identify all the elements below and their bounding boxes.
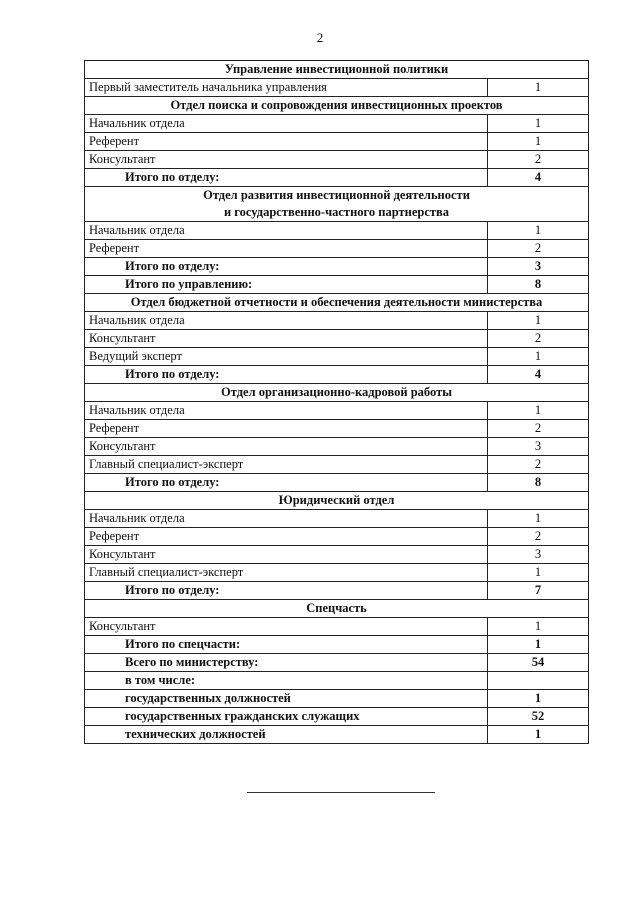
position-name: Референт (85, 420, 488, 438)
position-count: 1 (488, 222, 589, 240)
total-row (85, 708, 589, 726)
position-count: 2 (488, 528, 589, 546)
total-count: 1 (488, 726, 589, 744)
position-count: 2 (488, 420, 589, 438)
position-row (85, 222, 589, 240)
total-label: государственных должностей (85, 690, 488, 708)
position-count: 2 (488, 456, 589, 474)
position-name: Консультант (85, 151, 488, 169)
position-name: Начальник отдела (85, 402, 488, 420)
page-number: 2 (316, 30, 324, 45)
staffing-table-body (85, 61, 589, 744)
section-title: Отдел бюджетной отчетности и обеспечения деятельности министерства (85, 294, 589, 312)
position-row (85, 510, 589, 528)
position-row (85, 151, 589, 169)
position-count: 2 (488, 240, 589, 258)
total-label: Итого по отделу: (85, 582, 488, 600)
position-row (85, 438, 589, 456)
total-row (85, 474, 589, 492)
position-count: 1 (488, 510, 589, 528)
position-name: Главный специалист-эксперт (85, 456, 488, 474)
position-name: Консультант (85, 546, 488, 564)
total-count: 4 (488, 366, 589, 384)
position-name: Первый заместитель начальника управления (85, 79, 488, 97)
total-row (85, 690, 589, 708)
section-header-row (85, 61, 589, 79)
position-row (85, 133, 589, 151)
position-row (85, 546, 589, 564)
total-label: Итого по отделу: (85, 258, 488, 276)
position-count: 1 (488, 133, 589, 151)
total-row (85, 726, 589, 744)
total-count: 4 (488, 169, 589, 187)
total-count (488, 672, 589, 690)
position-count: 1 (488, 564, 589, 582)
total-label: Итого по отделу: (85, 474, 488, 492)
position-row (85, 618, 589, 636)
section-title: Отдел развития инвестиционной деятельности и государственно-частного партнерства (85, 187, 589, 222)
total-count: 52 (488, 708, 589, 726)
footer-divider (247, 792, 435, 793)
total-row (85, 276, 589, 294)
total-label: Итого по отделу: (85, 366, 488, 384)
total-label: в том числе: (85, 672, 488, 690)
position-count: 1 (488, 402, 589, 420)
position-row (85, 79, 589, 97)
position-name: Главный специалист-эксперт (85, 564, 488, 582)
position-name: Референт (85, 240, 488, 258)
position-count: 1 (488, 618, 589, 636)
position-row (85, 312, 589, 330)
section-header-row (85, 384, 589, 402)
position-count: 1 (488, 79, 589, 97)
total-label: государственных гражданских служащих (85, 708, 488, 726)
section-header-row (85, 294, 589, 312)
section-title: Управление инвестиционной политики (85, 61, 589, 79)
position-row (85, 456, 589, 474)
position-name: Консультант (85, 330, 488, 348)
total-row (85, 258, 589, 276)
position-count: 2 (488, 151, 589, 169)
position-row (85, 420, 589, 438)
position-count: 1 (488, 312, 589, 330)
position-row (85, 528, 589, 546)
position-row (85, 348, 589, 366)
position-row (85, 330, 589, 348)
position-count: 1 (488, 115, 589, 133)
position-row (85, 240, 589, 258)
position-row (85, 564, 589, 582)
total-count: 1 (488, 690, 589, 708)
position-name: Начальник отдела (85, 312, 488, 330)
position-name: Ведущий эксперт (85, 348, 488, 366)
section-header-row (85, 600, 589, 618)
position-name: Референт (85, 528, 488, 546)
section-header-row (85, 97, 589, 115)
total-label: Итого по спецчасти: (85, 636, 488, 654)
total-count: 8 (488, 276, 589, 294)
section-title: Отдел поиска и сопровождения инвестиционных проектов (85, 97, 589, 115)
section-title: Юридический отдел (85, 492, 589, 510)
section-title: Отдел организационно-кадровой работы (85, 384, 589, 402)
total-row (85, 672, 589, 690)
total-label: Итого по управлению: (85, 276, 488, 294)
position-name: Начальник отдела (85, 510, 488, 528)
position-name: Начальник отдела (85, 222, 488, 240)
total-count: 54 (488, 654, 589, 672)
staffing-table (84, 60, 589, 744)
position-name: Консультант (85, 438, 488, 456)
section-header-row (85, 187, 589, 222)
total-count: 1 (488, 636, 589, 654)
position-name: Начальник отдела (85, 115, 488, 133)
position-name: Консультант (85, 618, 488, 636)
total-label: технических должностей (85, 726, 488, 744)
section-header-row (85, 492, 589, 510)
section-title: Спецчасть (85, 600, 589, 618)
position-count: 2 (488, 330, 589, 348)
position-row (85, 115, 589, 133)
total-row (85, 582, 589, 600)
position-count: 3 (488, 546, 589, 564)
total-label: Всего по министерству: (85, 654, 488, 672)
total-row (85, 636, 589, 654)
total-row (85, 366, 589, 384)
position-row (85, 402, 589, 420)
position-count: 1 (488, 348, 589, 366)
total-row (85, 169, 589, 187)
total-row (85, 654, 589, 672)
total-count: 7 (488, 582, 589, 600)
total-label: Итого по отделу: (85, 169, 488, 187)
position-name: Референт (85, 133, 488, 151)
total-count: 3 (488, 258, 589, 276)
position-count: 3 (488, 438, 589, 456)
total-count: 8 (488, 474, 589, 492)
